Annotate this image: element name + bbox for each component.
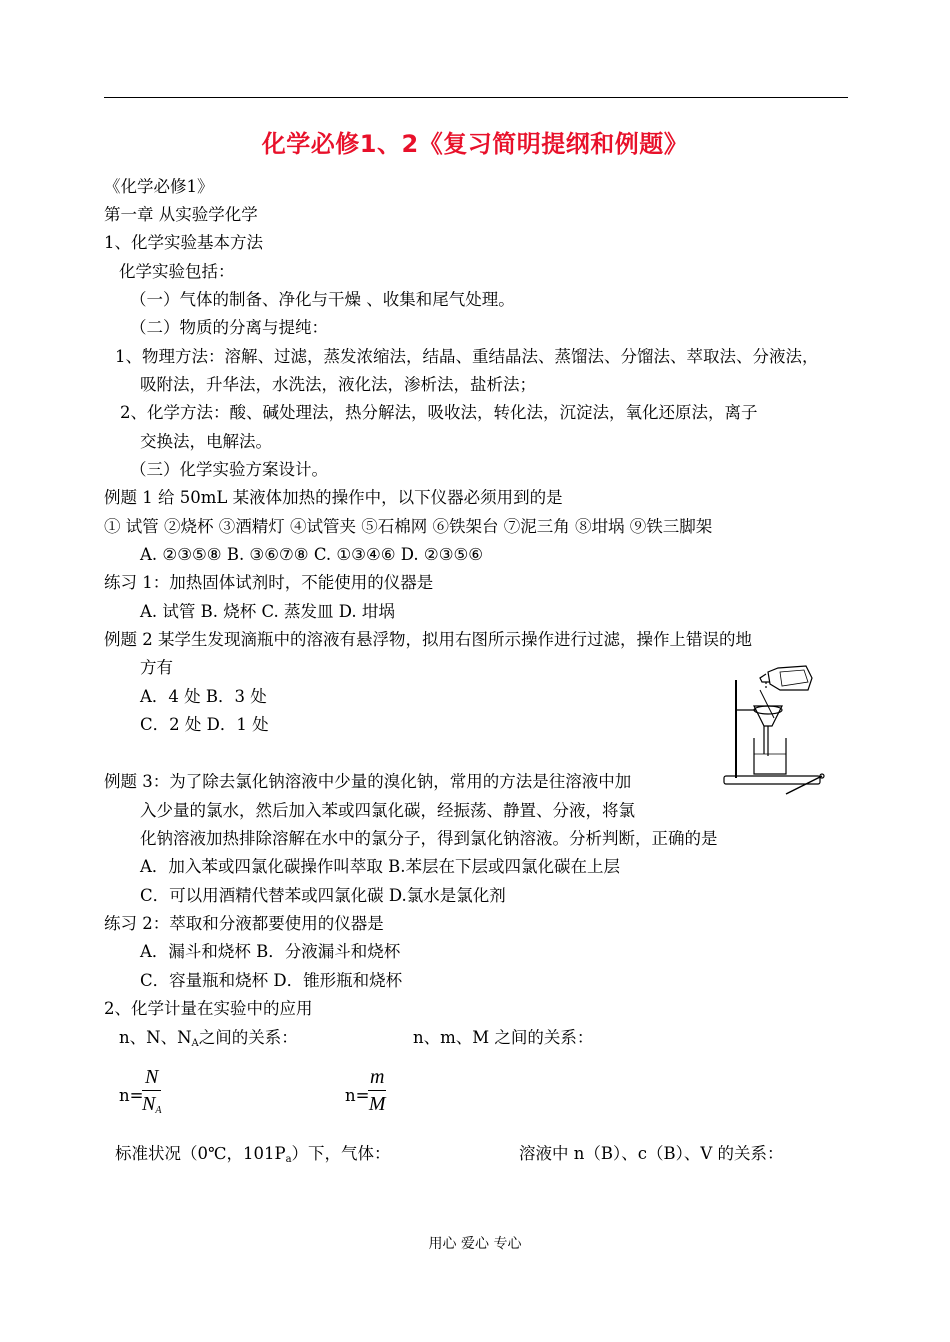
relation-n-N-NA: n、N、$N_A$之间的关系： <box>119 1028 298 1049</box>
formula-2-lhs: n= <box>345 1086 370 1105</box>
exercise-1: 练习 1：加热固体试剂时，不能使用的仪器是 <box>104 573 434 592</box>
example-3: 例题 3：为了除去氯化钠溶液中少量的溴化钠，常用的方法是往溶液中加 <box>104 772 632 791</box>
example-1: 例题 1 给 50mL 某液体加热的操作中，以下仪器必须用到的是 <box>104 488 563 507</box>
standard-conditions: 标准状况（0℃，$101P_a$）下，气体： <box>115 1144 391 1165</box>
text-line: 1、物理方法：溶解、过滤，蒸发浓缩法，结晶、重结晶法、蒸馏法、分馏法、萃取法、分液法， <box>115 347 819 366</box>
solution-relation: 溶液中 n（B）、c（B）、V 的关系： <box>519 1144 784 1163</box>
example-1-options: A. ②③⑤⑧ B. ③⑥⑦⑧ C. ①③④⑥ D. ②③⑤⑥ <box>140 545 484 564</box>
exercise-1-options: A. 试管 B. 烧杯 C. 蒸发皿 D. 坩埚 <box>140 602 395 621</box>
section-heading-2: 2、化学计量在实验中的应用 <box>104 999 313 1018</box>
text-line: 2、化学方法：酸、碱处理法，热分解法，吸收法，转化法，沉淀法，氧化还原法，离子 <box>120 403 758 422</box>
filtration-apparatus-figure <box>720 660 830 800</box>
page-footer: 用心 爱心 专心 <box>428 1236 522 1252</box>
section-heading: 1、化学实验基本方法 <box>104 233 263 252</box>
text-line: （二）物质的分离与提纯： <box>130 318 328 337</box>
formula-2-fraction <box>368 1066 386 1115</box>
formula-1-numerator: N <box>145 1066 159 1088</box>
example-1-items: ① 试管 ②烧杯 ③酒精灯 ④试管夹 ⑤石棉网 ⑥铁架台 ⑦泥三角 ⑧坩埚 ⑨铁三脚架 <box>104 517 713 536</box>
example-3-cont: 化钠溶液加热排除溶解在水中的氯分子，得到氯化钠溶液。分析判断，正确的是 <box>140 829 718 848</box>
page-title: 化学必修1、2《复习简明提纲和例题》 <box>261 130 689 158</box>
book-heading: 《化学必修1》 <box>104 177 214 196</box>
fraction-bar <box>142 1090 161 1091</box>
formula-1-lhs: n= <box>119 1086 144 1105</box>
text-line: 交换法，电解法。 <box>140 432 272 451</box>
text-line: 吸附法，升华法，水洗法，液化法，渗析法，盐析法； <box>140 375 536 394</box>
example-2: 例题 2 某学生发现滴瓶中的溶液有悬浮物，拟用右图所示操作进行过滤，操作上错误的地 <box>104 630 752 649</box>
example-3-options-ab: A．加入苯或四氯化碳操作叫萃取 B.苯层在下层或四氯化碳在上层 <box>140 857 621 876</box>
example-2-cont: 方有 <box>140 658 173 677</box>
example-2-options-cd: C．2 处 D．1 处 <box>140 715 269 734</box>
chapter-heading: 第一章 从实验学化学 <box>104 205 258 224</box>
fraction-bar <box>368 1090 386 1091</box>
relation-n-m-M: n、m、M 之间的关系： <box>413 1028 594 1047</box>
exercise-2: 练习 2：萃取和分液都要使用的仪器是 <box>104 914 384 933</box>
exercise-2-options-ab: A．漏斗和烧杯 B．分液漏斗和烧杯 <box>140 942 401 961</box>
header-rule <box>104 97 848 98</box>
exercise-2-options-cd: C．容量瓶和烧杯 D．锥形瓶和烧杯 <box>140 971 403 990</box>
formula-1-fraction <box>142 1066 161 1122</box>
example-2-options-ab: A．4 处 B．3 处 <box>140 687 267 706</box>
text-line: 化学实验包括： <box>119 262 235 281</box>
text-line: （一）气体的制备、净化与干燥 、收集和尾气处理。 <box>130 290 515 309</box>
formula-1-denominator: $N_A$ <box>142 1093 162 1116</box>
text-line: （三）化学实验方案设计。 <box>130 460 328 479</box>
formula-2-numerator: m <box>370 1066 385 1088</box>
example-3-cont: 入少量的氯水，然后加入苯或四氯化碳，经振荡、静置、分液，将氯 <box>140 801 635 820</box>
formula-2-denominator: M <box>368 1093 386 1115</box>
example-3-options-cd: C．可以用酒精代替苯或四氯化碳 D.氯水是氯化剂 <box>140 886 506 905</box>
